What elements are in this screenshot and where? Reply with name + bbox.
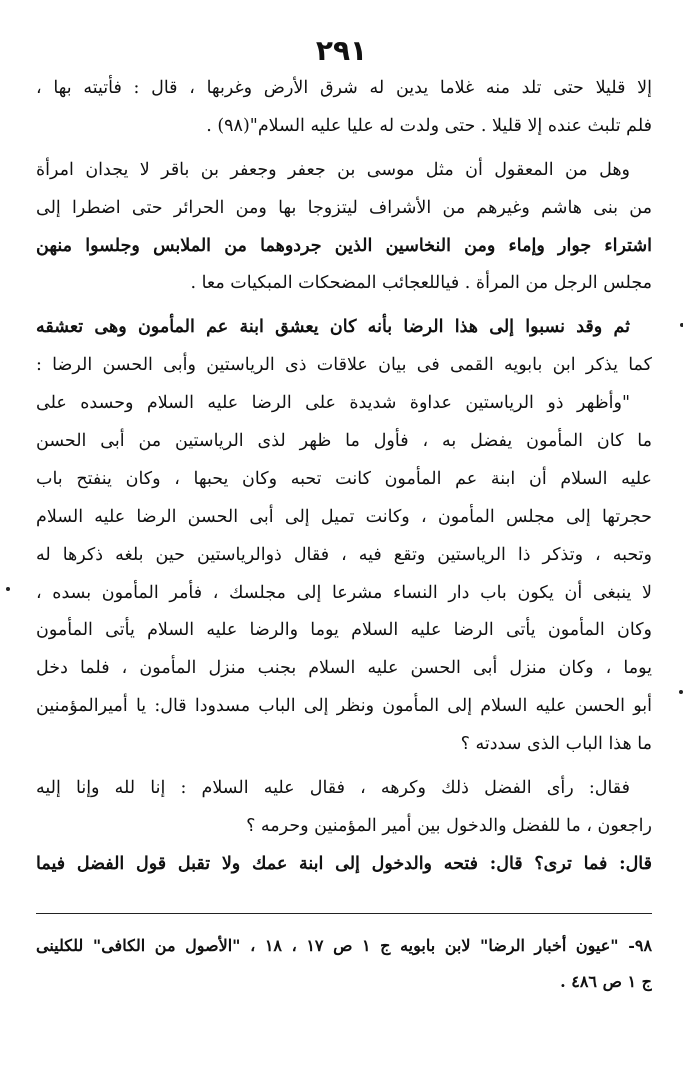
footnote-line: ج ١ ص ٤٨٦ .	[560, 972, 652, 991]
text-line: "وأظهر ذو الرياستين عداوة شديدة على الرضا عليه السلام وحسده على	[36, 393, 630, 414]
margin-mark	[6, 587, 10, 591]
text-line: من بنى هاشم وغيرهم من الأشراف ليتزوجا بها ومن الحرائر حتى اضطرا إلى	[36, 197, 652, 218]
text-line: أبو الحسن عليه السلام إلى المأمون ونظر إلى الباب مسدودا قال: يا أميرالمؤمنين	[36, 696, 652, 717]
text-line: ما هذا الباب الذى سددته ؟	[460, 734, 652, 755]
text-line: مجلس الرجل من المرأة . فياللعجائب المضحكات المبكيات معا .	[190, 273, 652, 294]
text-line: لا ينبغى أن يكون باب دار النساء مشرعا إلى مجلسك ، فأمر المأمون بسده ،	[36, 582, 652, 603]
page-number: ٢٩١	[315, 34, 368, 67]
text-line: ثم وقد نسبوا إلى هذا الرضا بأنه كان يعشق ابنة عم المأمون وهى تعشقه	[36, 317, 630, 338]
text-line: حجرتها إلى مجلس المأمون ، وكانت تميل إلى أبى الحسن الرضا عليه السلام	[36, 506, 652, 527]
margin-mark	[679, 690, 683, 694]
body-text	[36, 70, 652, 884]
footnote	[36, 928, 652, 1000]
text-line: فقال: رأى الفضل ذلك وكرهه ، فقال عليه السلام : إنا لله وإنا إليه	[36, 778, 630, 799]
text-line: راجعون ، ما للفضل والدخول بين أمير المؤمنين وحرمه ؟	[246, 815, 652, 836]
text-line: كما يذكر ابن بابويه القمى فى بيان علاقات ذى الرياستين وأبى الحسن الرضا :	[36, 355, 652, 376]
footnote-line: ٩٨- "عيون أخبار الرضا" لابن بابويه ج ١ ص ١٧ ، ١٨ ، "الأصول من الكافى" للكلينى	[36, 936, 652, 955]
text-line: قال: فما ترى؟ قال: فتحه والدخول إلى ابنة عمك ولا تقبل قول الفضل فيما	[36, 853, 652, 874]
text-line: ما كان المأمون يفضل به ، فأول ما ظهر لذى الرياستين من أبى الحسن	[36, 431, 652, 452]
text-line: عليه السلام أن ابنة عم المأمون كانت تحبه وكان يحبها ، وكان ينفتح باب	[36, 468, 652, 489]
text-line: فلم تلبث عنده إلا قليلا . حتى ولدت له عليا عليه السلام"(٩٨) .	[206, 115, 652, 136]
text-line: يوما ، وكان منزل أبى الحسن عليه السلام بجنب منزل المأمون ، فلما دخل	[36, 658, 652, 679]
text-line: اشتراء جوار وإماء ومن النخاسين الذين جردوهما من الملابس وجلسوا منهن	[36, 235, 652, 256]
text-line: وهل من المعقول أن مثل موسى بن جعفر وجعفر بن باقر لا يجدان امرأة	[36, 159, 630, 180]
footnote-separator	[36, 913, 652, 914]
text-line: وتحبه ، وتذكر ذا الرياستين وتقع فيه ، فقال ذوالرياستين حين بلغه ذكرها له	[36, 544, 652, 565]
text-line: وكان المأمون يأتى الرضا عليه السلام يوما والرضا عليه السلام يأتى المأمون	[36, 620, 652, 641]
text-line: إلا قليلا حتى تلد منه غلاما يدين له شرق الأرض وغربها ، قال : فأتيته بها ،	[36, 78, 652, 98]
